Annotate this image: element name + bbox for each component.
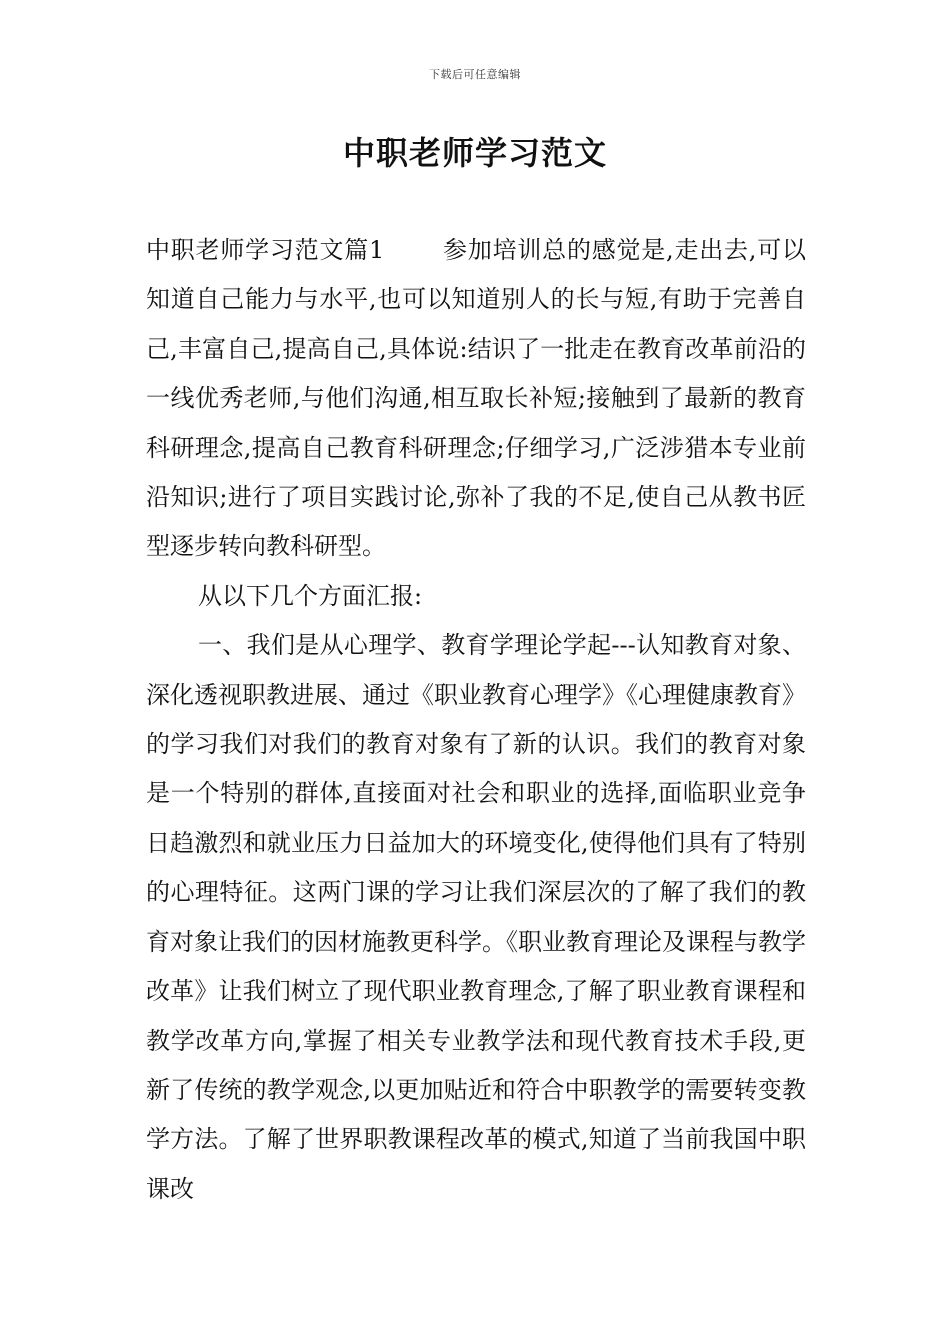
- paragraph-2: 从以下几个方面汇报:: [198, 581, 423, 610]
- document-body: [146, 226, 806, 1214]
- paragraph-1-text: 参加培训总的感觉是,走出去,可以知道自己能力与水平,也可以知道别人的长与短,有助于完善自己,丰富自己,提高自己,具体说:结识了一批走在教育改革前沿的一线优秀老师,与他们沟通,相互取长补短;接触到了最新的教育科研理念,提高自己教育科研理念;仔细学习,广泛涉猎本专业前沿知识;进行了项目实践讨论,弥补了我的不足,使自己从教书匠型逐步转向教科研型。: [146, 236, 806, 561]
- paragraph-3: 一、我们是从心理学、教育学理论学起---认知教育对象、深化透视职教进展、通过《职业教育心理学》《心理健康教育》的学习我们对我们的教育对象有了新的认识。我们的教育对象是一个特别的群体,直接面对社会和职业的选择,面临职业竞争日趋激烈和就业压力日益加大的环境变化,使得他们具有了特别的心理特征。这两门课的学习让我们深层次的了解了我们的教育对象让我们的因材施教更科学。《职业教育理论及课程与教学改革》让我们树立了现代职业教育理念,了解了职业教育课程和教学改革方向,掌握了相关专业教学法和现代教育技术手段,更新了传统的教学观念,以更加贴近和符合中职教学的需要转变教学方法。了解了世界职教课程改革的模式,知道了当前我国中职课改: [146, 631, 806, 1203]
- document-title: 中职老师学习范文: [342, 134, 607, 172]
- header-note: 下载后可任意编辑: [429, 68, 521, 81]
- paragraph-1: [146, 226, 806, 572]
- article-heading: 中职老师学习范文篇1: [146, 236, 385, 264]
